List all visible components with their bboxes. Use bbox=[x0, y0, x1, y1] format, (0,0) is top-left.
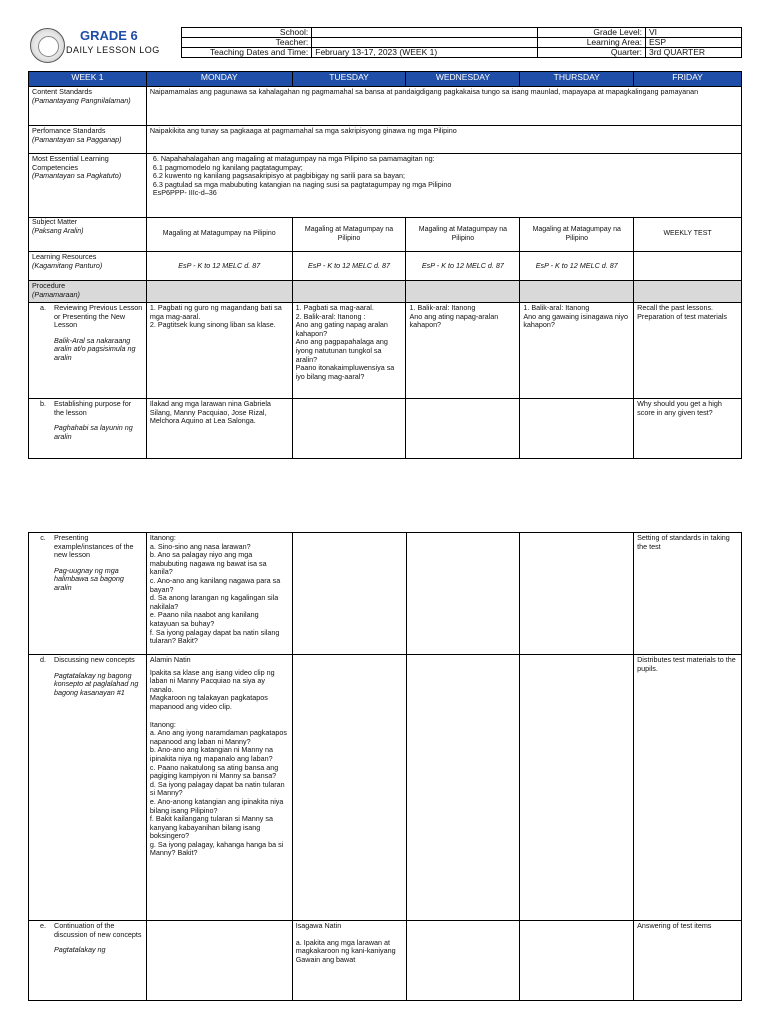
resources-wed: EsP - K to 12 MELC d. 87 bbox=[406, 252, 520, 281]
e-tue-head: Isagawa Natin bbox=[295, 921, 342, 930]
melc-label: Most Essential Learning Competencies bbox=[32, 154, 109, 172]
learning-resources-row bbox=[29, 252, 742, 281]
procedure-row bbox=[29, 281, 742, 303]
teacher-value bbox=[312, 38, 538, 48]
subject-sub: (Paksang Aralin) bbox=[32, 227, 84, 235]
subject-matter-row bbox=[29, 218, 742, 252]
lesson-log-table bbox=[28, 71, 742, 459]
learning-area-label: Learning Area: bbox=[538, 38, 646, 48]
learning-area-value: ESP bbox=[646, 38, 742, 48]
procedure-label: Procedure bbox=[32, 281, 66, 290]
resources-tue: EsP - K to 12 MELC d. 87 bbox=[292, 252, 406, 281]
perf-text: Naipakikita ang tunay sa pagkaaga at pagmamahal sa mga sakripisyong ginawa ng mga Pilipino bbox=[146, 126, 741, 154]
perf-label: Perfomance Standards bbox=[32, 126, 106, 135]
e-label: Continuation of the discussion of new concepts bbox=[54, 921, 142, 939]
procedure-sub: (Pamamaraan) bbox=[32, 289, 80, 299]
e-fri: Answering of test items bbox=[634, 921, 742, 1001]
content-standards-row bbox=[29, 87, 742, 126]
d-letter: d. bbox=[40, 655, 46, 664]
melc-row bbox=[29, 154, 742, 218]
content-text: Naipamamalas ang pagunawa sa kahalagahan ng pagmamahal sa bansa at pandaigdigang pagkakaisa tungo sa isang maunlad, mapayapa at mapagkalingang pamayanan bbox=[146, 87, 741, 126]
procedure-e-row bbox=[29, 921, 742, 1001]
quarter-label: Quarter: bbox=[538, 48, 646, 58]
quarter-value: 3rd QUARTER bbox=[646, 48, 742, 58]
col-wednesday: WEDNESDAY bbox=[406, 72, 520, 87]
procedure-a-row bbox=[29, 303, 742, 399]
resources-sub: (Kagamitang Panturo) bbox=[32, 260, 103, 270]
d-mon-questions: Itanong: a. Ano ang iyong naramdaman pagkatapos napanood ang laban ni Manny? b. Ano-ano ang katangian ni Manny na ipinakita niya ng mapanalo ang laban? c. Paano nakatulong sa ating bansa ang pagiging kampiyon ni Manny sa bansa? d. Sa iyong palagay dapat ba natin tularan si Manny? e. Ano-anong katangian ang ipinakita niya bilang isang Pilipino? f. Bakit kailangang tularan si Manny sa kanyang kabayanihan bilang isang boksingero? g. Sa iyong palagay, kahanga hanga ba si Manny? Bakit? bbox=[149, 719, 287, 858]
c-letter: c. bbox=[40, 533, 46, 542]
subject-fri: WEEKLY TEST bbox=[634, 218, 742, 252]
subject-tue: Magaling at Matagumpay na Pilipino bbox=[292, 218, 406, 252]
a-thu: 1. Balik-aral: Itanong Ano ang gawaing isinagawa niyo kahapon? bbox=[520, 303, 634, 399]
e-letter: e. bbox=[40, 921, 46, 930]
col-tuesday: TUESDAY bbox=[292, 72, 406, 87]
subject-wed: Magaling at Matagumpay na Pilipino bbox=[406, 218, 520, 252]
subject-label: Subject Matter bbox=[32, 219, 78, 226]
content-label: Content Standards bbox=[32, 87, 92, 96]
melc-sub: (Pamantayan sa Pagkatuto) bbox=[32, 171, 122, 181]
lesson-log-table-continued bbox=[28, 532, 742, 1001]
c-fri: Setting of standards in taking the test bbox=[634, 533, 742, 655]
procedure-d-row bbox=[29, 655, 742, 921]
d-label: Discussing new concepts bbox=[54, 655, 135, 664]
a-letter: a. bbox=[40, 303, 46, 312]
header-info-table bbox=[28, 27, 742, 58]
c-mon: Itanong: a. Sino-sino ang nasa larawan? b. Ano sa palagay niyo ang mga mabubuting nagawa ng bawat isa sa kanila? c. Ano-ano ang kanilang nagawa para sa bayan? d. Sa anong larangan ng kagalingan sila nakilala? e. Paano nila naabot ang kanilang katayuan sa buhay? f. Sa iyong palagay dapat ba natin silang tularan? Bakit? bbox=[146, 533, 292, 655]
procedure-b-row bbox=[29, 399, 742, 459]
grade-level-label: Grade Level: bbox=[538, 28, 646, 38]
a-wed: 1. Balik-aral: Itanong Ano ang ating napag-aralan kahapon? bbox=[406, 303, 520, 399]
subject-thu: Magaling at Matagumpay na Pilipino bbox=[520, 218, 634, 252]
c-sub: Pag-uugnay ng mga halimbawa sa bagong aralin bbox=[54, 565, 124, 592]
a-label: Reviewing Previous Lesson or Presenting the New Lesson bbox=[54, 303, 143, 330]
b-mon: Ilakad ang mga larawan nina Gabriela Silang, Manny Pacquiao, Jose Rizal, Melchora Aquino at Lea Salonga. bbox=[146, 399, 292, 459]
grade-level-value: VI bbox=[646, 28, 742, 38]
resources-thu: EsP - K to 12 MELC d. 87 bbox=[520, 252, 634, 281]
melc-text: 6. Napahahalagahan ang magaling at matagumpay na mga Pilipino sa pamamagitan ng: 6.1 pagmomodelo ng kanilang pagtatagumpay; 6.2 kuwento ng kanilang pagsasakripisyo at pagbibigay ng sarili para sa bayan; 6.3 pagtulad sa mga mabubuting katangian na naging susi sa pagtatagumpay ng mga Pilipino EsP6PPP- IIIc-d–36 bbox=[146, 154, 741, 218]
teacher-label: Teacher: bbox=[182, 38, 312, 48]
col-friday: FRIDAY bbox=[634, 72, 742, 87]
d-mon-head: Alamin Natin bbox=[149, 655, 191, 664]
school-label: School: bbox=[182, 28, 312, 38]
a-mon: 1. Pagbati ng guro ng magandang bati sa mga mag-aaral. 2. Pagtitsek kung sinong liban sa klase. bbox=[146, 303, 292, 399]
content-sub: (Pamantayang Pangnilalaman) bbox=[32, 95, 131, 105]
subject-mon: Magaling at Matagumpay na Pilipino bbox=[146, 218, 292, 252]
doc-title: DAILY LESSON LOG bbox=[66, 45, 160, 55]
b-letter: b. bbox=[40, 399, 46, 408]
a-fri: Recall the past lessons. Preparation of test materials bbox=[634, 303, 742, 399]
e-tue: a. Ipakita ang mga larawan at magkakaroon ng kani-kaniyang Gawain ang bawat bbox=[295, 937, 396, 964]
dates-label: Teaching Dates and Time: bbox=[182, 48, 312, 58]
day-header-row bbox=[29, 72, 742, 87]
procedure-c-row bbox=[29, 533, 742, 655]
dates-value: February 13-17, 2023 (WEEK 1) bbox=[312, 48, 538, 58]
d-sub: Pagtatalakay ng bagong konsepto at paglalahad ng bagong kasanayan #1 bbox=[54, 670, 139, 697]
c-label: Presenting example/instances of the new lesson bbox=[54, 533, 134, 560]
d-mon: Ipakita sa klase ang isang video clip ng laban ni Manny Pacquiao na siya ay nanalo. Magkaroon ng talakayan pagkatapos mapanood ang video clip. bbox=[149, 667, 275, 711]
d-fri: Distributes test materials to the pupils. bbox=[634, 655, 742, 921]
grade-title: GRADE 6 bbox=[80, 28, 138, 43]
col-week: WEEK 1 bbox=[29, 72, 147, 87]
col-thursday: THURSDAY bbox=[520, 72, 634, 87]
resources-label: Learning Resources bbox=[32, 252, 97, 261]
resources-mon: EsP - K to 12 MELC d. 87 bbox=[146, 252, 292, 281]
col-monday: MONDAY bbox=[146, 72, 292, 87]
e-sub: Pagtatalakay ng bbox=[54, 945, 106, 955]
perf-sub: (Pamantayan sa Pagganap) bbox=[32, 134, 122, 144]
performance-standards-row bbox=[29, 126, 742, 154]
b-label: Establishing purpose for the lesson bbox=[54, 399, 132, 417]
school-value bbox=[312, 28, 538, 38]
a-tue: 1. Pagbati sa mag-aaral. 2. Balik-aral: Itanong : Ano ang gating napag aralan kahapon? Ano ang pagpapahalaga ang iyong natutunan tungkol sa aralin? Paano itonakaimpluwensiya sa iyo bilang mag-aaral? bbox=[292, 303, 406, 399]
a-sub: Balik-Aral sa nakaraang aralin at/o pagsisimula ng aralin bbox=[54, 335, 136, 362]
b-fri: Why should you get a high score in any given test? bbox=[634, 399, 742, 459]
b-sub: Paghahabi sa layunin ng aralin bbox=[54, 423, 133, 441]
